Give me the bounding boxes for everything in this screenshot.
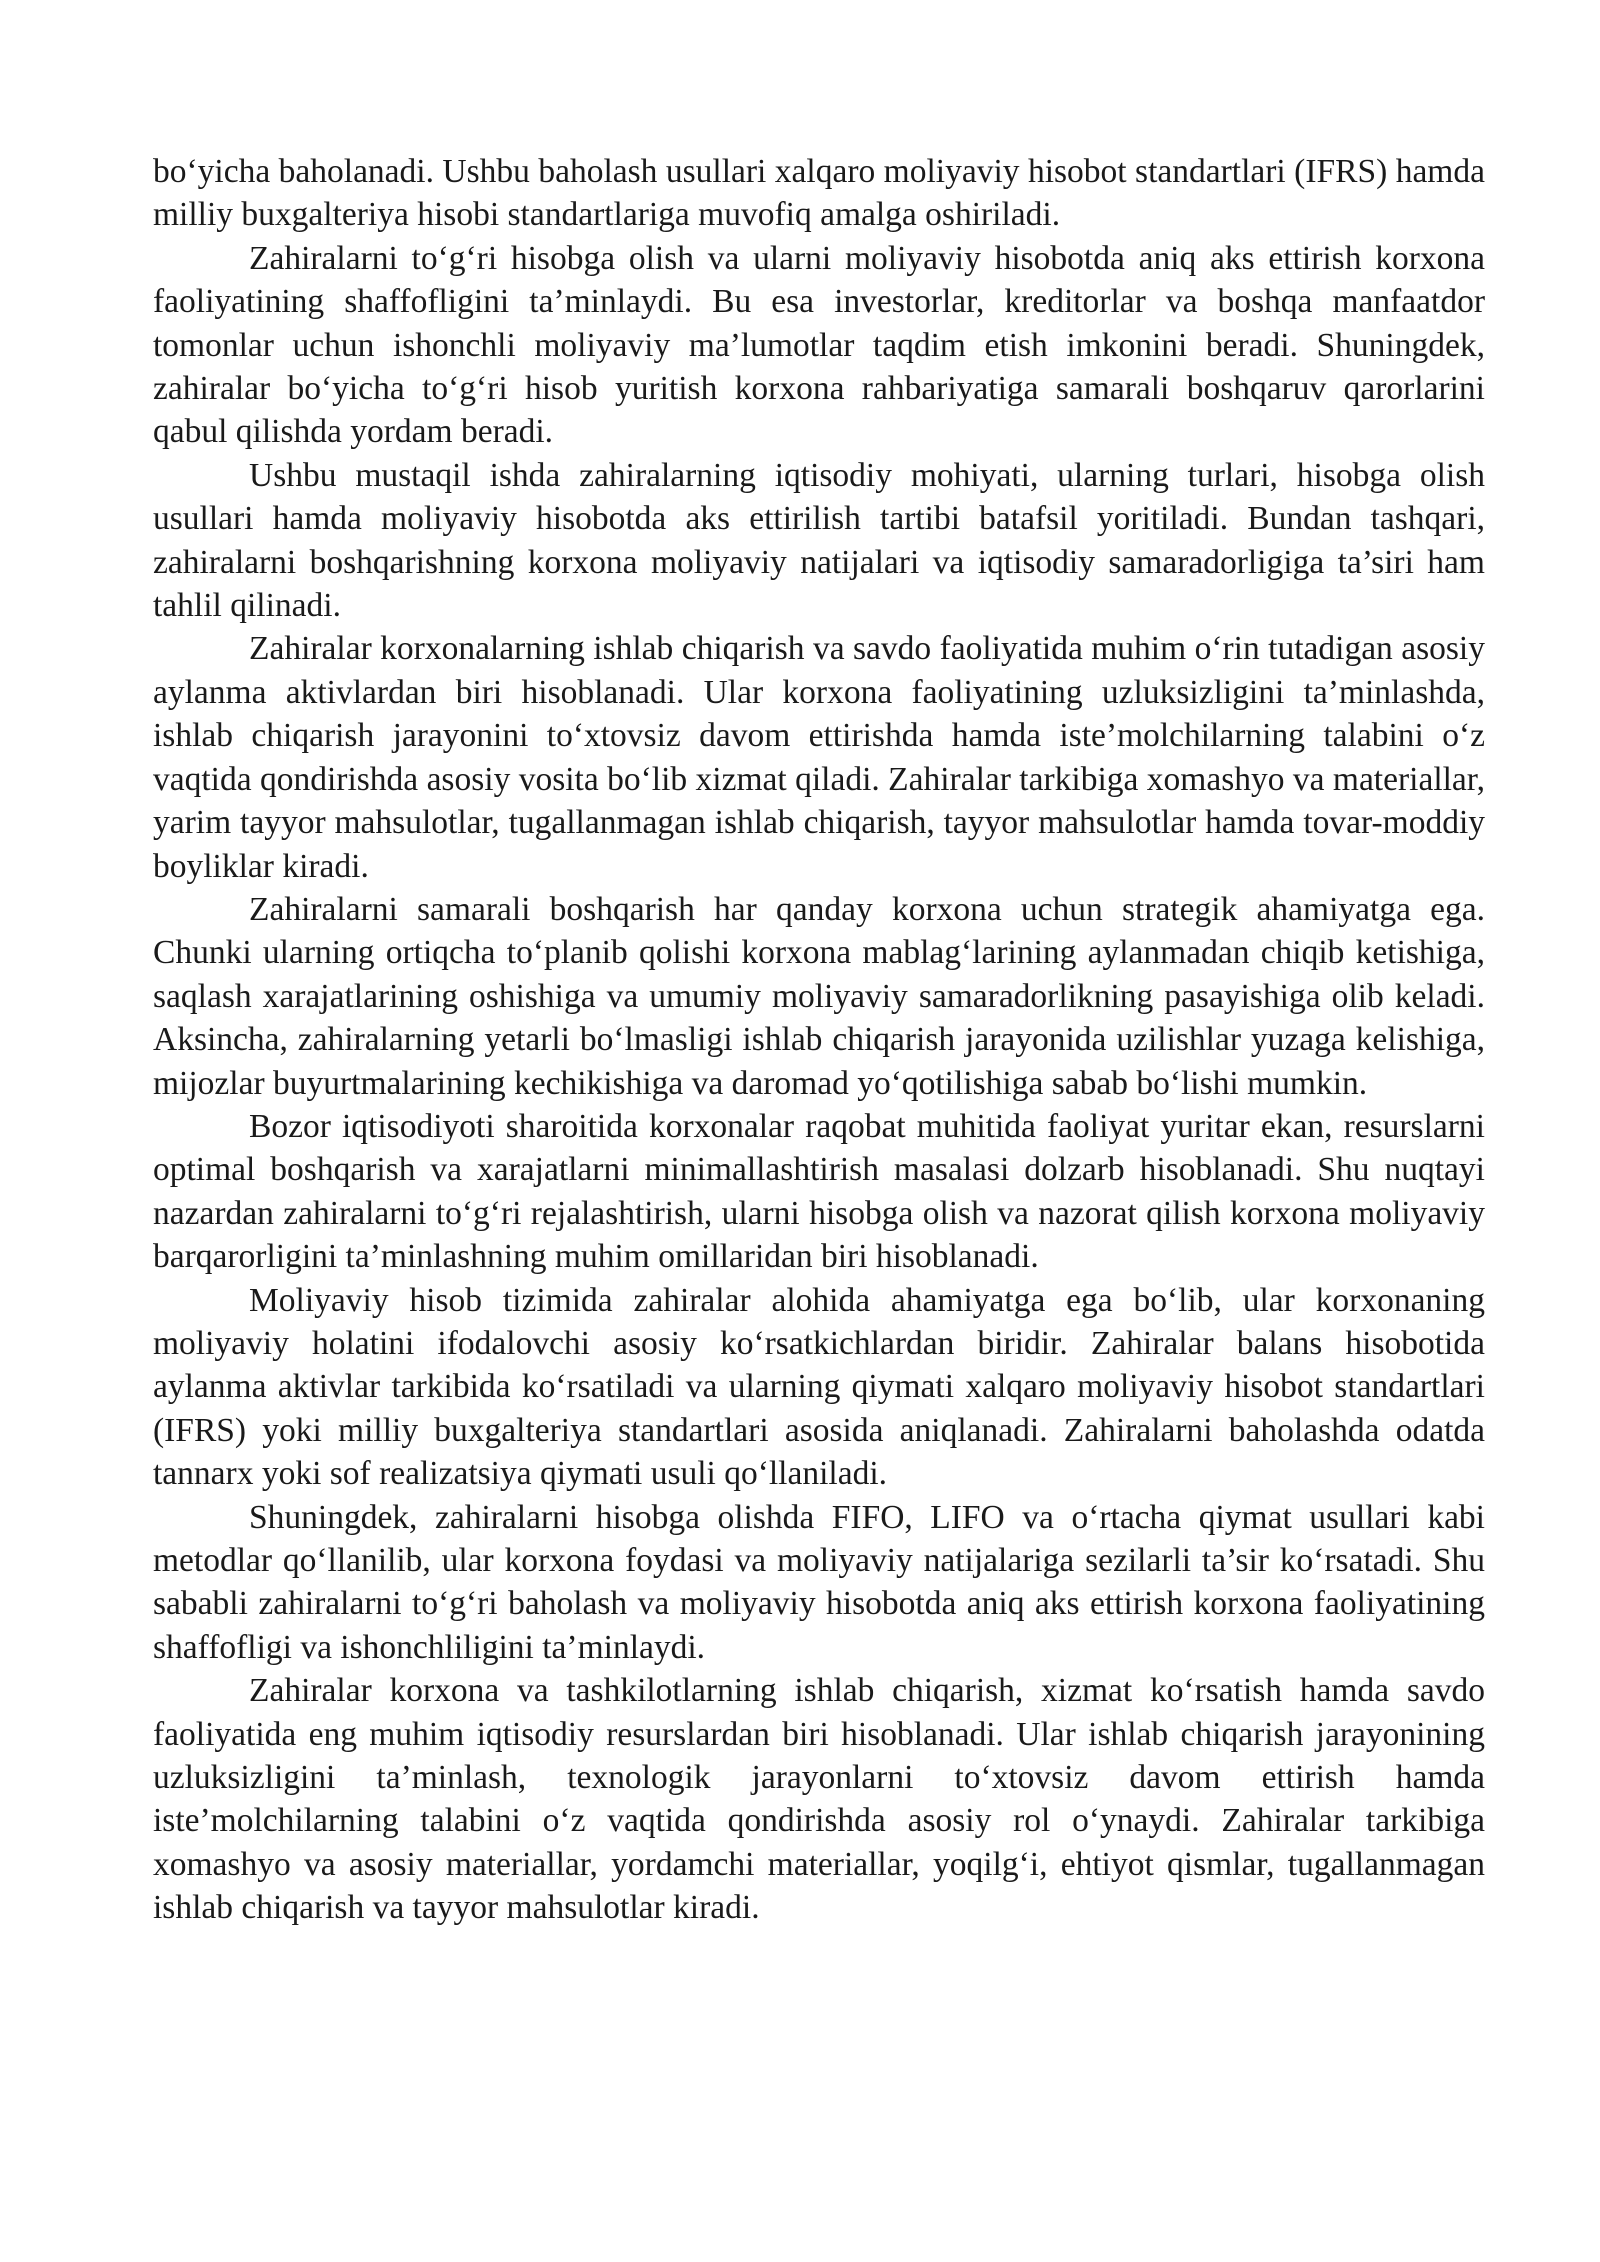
- paragraph: Moliyaviy hisob tizimida zahiralar alohida ahamiyatga ega bo‘lib, ular korxonaning moliyaviy holatini ifodalovchi asosiy ko‘rsatkichlardan biridir. Zahiralar balans hisobotida aylanma aktivlar tarkibida ko‘rsatiladi va ularning qiymati xalqaro moliyaviy hisobot standartlari (IFRS) yoki milliy buxgalteriya standartlari asosida aniqlanadi. Zahiralarni baholashda odatda tannarx yoki sof realizatsiya qiymati usuli qo‘llaniladi.: [153, 1281, 1485, 1493]
- paragraph: Ushbu mustaqil ishda zahiralarning iqtisodiy mohiyati, ularning turlari, hisobga olish usullari hamda moliyaviy hisobotda aks ettirilish tartibi batafsil yoritiladi. Bundan tashqari, zahiralarni boshqarishning korxona moliyaviy natijalari va iqtisodiy samaradorligiga ta’siri ham tahlil qilinadi.: [153, 456, 1485, 625]
- paragraph: Zahiralar korxona va tashkilotlarning ishlab chiqarish, xizmat ko‘rsatish hamda savdo faoliyatida eng muhim iqtisodiy resurslardan biri hisoblanadi. Ular ishlab chiqarish jarayonining uzluksizligini ta’minlash, texnologik jarayonlarni to‘xtovsiz davom ettirish hamda iste’molchilarning talabini o‘z vaqtida qondirishda asosiy rol o‘ynaydi. Zahiralar tarkibiga xomashyo va asosiy materiallar, yordamchi materiallar, yoqilg‘i, ehtiyot qismlar, tugallanmagan ishlab chiqarish va tayyor mahsulotlar kiradi.: [153, 1672, 1485, 1927]
- paragraph: Zahiralarni to‘g‘ri hisobga olish va ularni moliyaviy hisobotda aniq aks ettirish korxona faoliyatining shaffofligini ta’minlaydi. Bu esa investorlar, kreditorlar va boshqa manfaatdor tomonlar uchun ishonchli moliyaviy ma’lumotlar taqdim etish imkonini beradi. Shuningdek, zahiralar bo‘yicha to‘g‘ri hisob yuritish korxona rahbariyatiga samarali boshqaruv qarorlarini qabul qilishda yordam beradi.: [153, 239, 1485, 451]
- paragraph: Zahiralar korxonalarning ishlab chiqarish va savdo faoliyatida muhim o‘rin tutadigan asosiy aylanma aktivlardan biri hisoblanadi. Ular korxona faoliyatining uzluksizligini ta’minlashda, ishlab chiqarish jarayonini to‘xtovsiz davom ettirishda hamda iste’molchilarning talabini o‘z vaqtida qondirishda asosiy vosita bo‘lib xizmat qiladi. Zahiralar tarkibiga xomashyo va materiallar, yarim tayyor mahsulotlar, tugallanmagan ishlab chiqarish, tayyor mahsulotlar hamda tovar-moddiy boyliklar kiradi.: [153, 630, 1485, 885]
- paragraph: Shuningdek, zahiralarni hisobga olishda FIFO, LIFO va o‘rtacha qiymat usullari kabi metodlar qo‘llanilib, ular korxona foydasi va moliyaviy natijalariga sezilarli ta’sir ko‘rsatadi. Shu sababli zahiralarni to‘g‘ri baholash va moliyaviy hisobotda aniq aks ettirish korxona faoliyatining shaffofligi va ishonchliligini ta’minlaydi.: [153, 1498, 1485, 1666]
- document-body: [153, 150, 1485, 1930]
- paragraph: Zahiralarni samarali boshqarish har qanday korxona uchun strategik ahamiyatga ega. Chunki ularning ortiqcha to‘planib qolishi korxona mablag‘larining aylanmadan chiqib ketishiga, saqlash xarajatlarining oshishiga va umumiy moliyaviy samaradorlikning pasayishiga olib keladi. Aksincha, zahiralarning yetarli bo‘lmasligi ishlab chiqarish jarayonida uzilishlar yuzaga kelishiga, mijozlar buyurtmalarining kechikishiga va daromad yo‘qotilishiga sabab bo‘lishi mumkin.: [153, 890, 1485, 1102]
- paragraph-continuation: bo‘yicha baholanadi. Ushbu baholash usullari xalqaro moliyaviy hisobot standartlari (IFRS) hamda milliy buxgalteriya hisobi standartlariga muvofiq amalga oshiriladi.: [153, 153, 1485, 234]
- paragraph: Bozor iqtisodiyoti sharoitida korxonalar raqobat muhitida faoliyat yuritar ekan, resurslarni optimal boshqarish va xarajatlarni minimallashtirish masalasi dolzarb hisoblanadi. Shu nuqtayi nazardan zahiralarni to‘g‘ri rejalashtirish, ularni hisobga olish va nazorat qilish korxona moliyaviy barqarorligini ta’minlashning muhim omillaridan biri hisoblanadi.: [153, 1107, 1485, 1276]
